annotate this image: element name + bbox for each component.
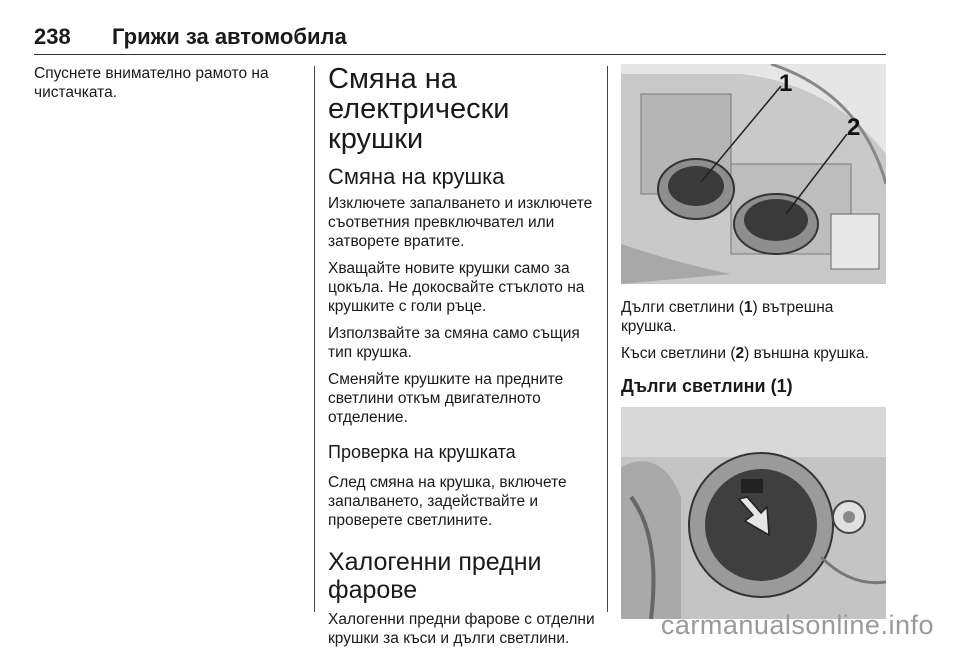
column-divider-2 <box>607 66 608 612</box>
paragraph-1: Изключете запалването и изключете съответния превключвател или затворете вратите. <box>328 195 593 250</box>
watermark: carmanualsonline.info <box>660 610 934 640</box>
high-beam-heading: Дълги светлини (1) <box>621 376 793 396</box>
figure-label-2: 2 <box>847 114 861 141</box>
column-1 <box>34 64 304 110</box>
chapter-title: Грижи за автомобила <box>112 24 347 49</box>
column-divider-1 <box>314 66 315 612</box>
subsection-title-bulb-replacement: Смяна на крушка <box>328 164 505 189</box>
paragraph-4: Сменяйте крушките на предните светлини откъм двигателното отделение. <box>328 371 564 426</box>
bulb-check-text: След смяна на крушка, включете запалването, задействайте и проверете светлините. <box>328 474 567 529</box>
intro-text: Спуснете внимателно рамото на чистачката. <box>34 65 269 101</box>
caption-low-beam: Къси светлини (2) външна крушка. <box>621 345 869 362</box>
paragraph-2: Хващайте новите крушки само за цокъла. Не докосвайте стъклото на крушките с голи ръце. <box>328 260 585 315</box>
column-3 <box>621 64 891 619</box>
column-2 <box>328 64 598 656</box>
caption-high-beam: Дълги светлини (1) вътрешна крушка. <box>621 299 834 335</box>
subsection-title-halogen: Халогенни предни фарове <box>328 548 542 604</box>
page-header <box>34 22 886 55</box>
halogen-text: Халогенни предни фарове с отделни крушки за къси и дълги светлини. <box>328 611 595 647</box>
headlight-illustration <box>621 64 886 284</box>
figure-label-1: 1 <box>779 70 793 97</box>
page-number: 238 <box>34 24 71 49</box>
section-title: Смяна на електрически крушки <box>328 63 510 155</box>
headlight-drawing <box>621 64 886 284</box>
bulb-cover-illustration <box>621 407 886 619</box>
paragraph-3: Използвайте за смяна само същия тип крушка. <box>328 325 580 361</box>
subsection-title-bulb-check: Проверка на крушката <box>328 442 516 462</box>
bulb-cover-drawing <box>621 407 886 619</box>
